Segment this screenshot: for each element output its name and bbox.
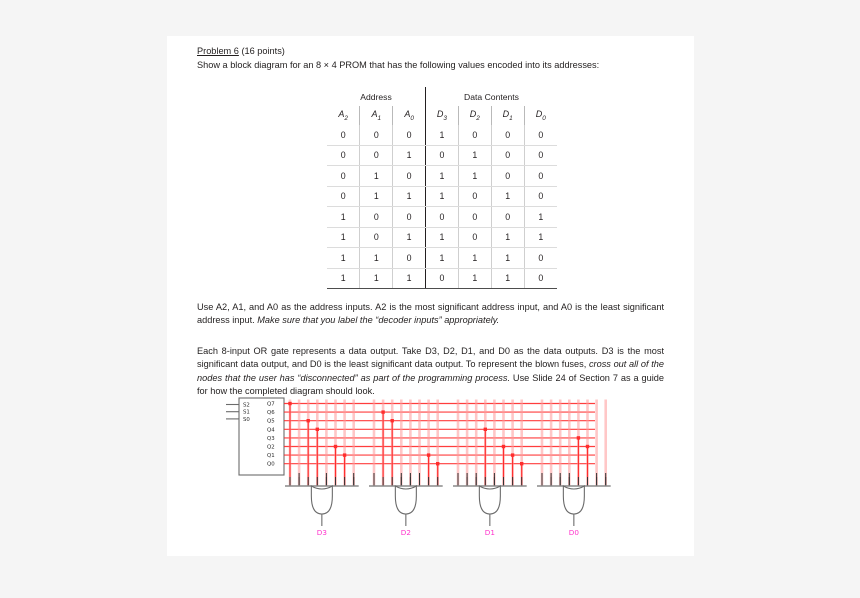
- gate-output-label-d2: D2: [400, 528, 411, 537]
- problem-points: (16 points): [241, 46, 285, 56]
- fuse-node-dot: [307, 419, 310, 422]
- problem-prompt: Show a block diagram for an 8 × 4 PROM that has the following values encoded into its addresses:: [197, 60, 600, 71]
- table-cell: 0: [393, 166, 426, 187]
- table-cell: 0: [360, 227, 393, 248]
- fuse-node-dot: [334, 445, 337, 448]
- paragraph-2-plain-b: Use Slide 24 of Section 7 as a guide for how the completed diagram should look.: [197, 372, 664, 397]
- table-cell: 1: [327, 207, 360, 228]
- table-cell: 0: [524, 166, 557, 187]
- table-cell: 1: [491, 268, 524, 289]
- problem-title: Problem 6: [197, 46, 239, 56]
- table-cell: 0: [524, 145, 557, 166]
- table-cell: 0: [524, 125, 557, 145]
- table-cell: 1: [360, 166, 393, 187]
- paragraph-2-plain-a: Each 8-input OR gate represents a data output. Take D3, D2, D1, and D0 as the data outputs. D3 is the most significant data output, and D0 is the least significant data output. To represent the blown fuses,: [197, 346, 664, 370]
- table-cell: 1: [360, 248, 393, 269]
- truth-table-body: [327, 125, 557, 289]
- col-head-a0: $A_0$: [393, 106, 426, 125]
- table-cell: 1: [491, 248, 524, 269]
- table-row: [327, 145, 557, 166]
- table-row: [327, 268, 557, 289]
- decoder-input-label-s2: S2: [243, 402, 250, 409]
- table-cell: 1: [360, 268, 393, 289]
- table-cell: 0: [524, 268, 557, 289]
- table-cell: 0: [458, 207, 491, 228]
- table-cell: 0: [393, 125, 426, 145]
- table-cell: 0: [393, 207, 426, 228]
- table-cell: 0: [458, 186, 491, 207]
- group-header-data: Data Contents: [464, 91, 519, 102]
- paragraph-address-inputs: [197, 301, 664, 328]
- table-cell: 1: [393, 227, 426, 248]
- table-cell: 0: [360, 145, 393, 166]
- or-gate-body: [395, 486, 416, 514]
- group-header-address: Address: [327, 87, 426, 106]
- table-cell: 1: [360, 186, 393, 207]
- decoder-output-label-q6: Q6: [267, 410, 275, 417]
- column-header-row: [327, 106, 557, 125]
- col-head-d1: $D_1$: [491, 106, 524, 125]
- table-cell: 0: [524, 248, 557, 269]
- document-page: [167, 36, 694, 556]
- gate-output-label-d3: D3: [316, 528, 327, 537]
- table-cell: 0: [360, 125, 393, 145]
- table-cell: 0: [524, 186, 557, 207]
- group-header-row: [327, 87, 557, 106]
- or-gate-body: [479, 486, 500, 514]
- fuse-node-dot: [484, 428, 487, 431]
- fuse-node-dot: [316, 428, 319, 431]
- table-cell: 1: [426, 125, 459, 145]
- document-body: [197, 45, 664, 72]
- or-gate-body: [311, 486, 332, 514]
- table-cell: 0: [327, 186, 360, 207]
- table-cell: 1: [393, 186, 426, 207]
- table-cell: 0: [491, 125, 524, 145]
- col-head-d3: $D_3$: [426, 106, 459, 125]
- table-cell: 0: [458, 125, 491, 145]
- table-cell: 1: [426, 227, 459, 248]
- table-cell: 1: [524, 227, 557, 248]
- col-head-a2: $A_2$: [327, 106, 360, 125]
- fuse-node-dot: [577, 436, 580, 439]
- table-cell: 0: [426, 207, 459, 228]
- table-row: [327, 186, 557, 207]
- table-cell: 1: [393, 145, 426, 166]
- table-cell: 1: [426, 166, 459, 187]
- fuse-node-dot: [511, 453, 514, 456]
- decoder-output-label-q4: Q4: [267, 427, 275, 434]
- table-cell: 0: [426, 145, 459, 166]
- prom-block-diagram: [222, 394, 662, 549]
- problem-heading: [197, 45, 664, 58]
- table-cell: 1: [491, 227, 524, 248]
- decoder-output-label-q7: Q7: [267, 401, 275, 408]
- fuse-node-dot: [288, 402, 291, 405]
- decoder-input-label-s0: S0: [243, 416, 250, 423]
- table-cell: 1: [458, 248, 491, 269]
- table-cell: 1: [426, 186, 459, 207]
- gate-output-label-d0: D0: [568, 528, 579, 537]
- table-cell: 0: [491, 207, 524, 228]
- fuse-node-dot: [502, 445, 505, 448]
- table-cell: 1: [327, 248, 360, 269]
- col-head-d0: $D_0$: [535, 109, 546, 122]
- fuse-node-dot: [436, 462, 439, 465]
- col-head-a1: $A_1$: [360, 106, 393, 125]
- gate-output-label-d1: D1: [484, 528, 495, 537]
- table-cell: 1: [458, 166, 491, 187]
- fuse-node-dot: [520, 462, 523, 465]
- table-cell: 0: [393, 248, 426, 269]
- truth-table: [327, 87, 557, 289]
- table-row: [327, 207, 557, 228]
- decoder-output-label-q2: Q2: [267, 444, 275, 451]
- paragraph-1-italic: Make sure that you label the “decoder inputs” appropriately.: [257, 315, 500, 326]
- paragraph-data-outputs: [197, 345, 664, 399]
- paragraph-1-plain: Use A2, A1, and A0 as the address inputs. A2 is the most significant address input, and A0 is the least significant address input.: [197, 302, 664, 326]
- truth-table-head: [327, 87, 557, 125]
- table-row: [327, 227, 557, 248]
- fuse-node-dot: [381, 410, 384, 413]
- table-cell: 1: [458, 145, 491, 166]
- table-cell: 0: [327, 125, 360, 145]
- table-cell: 0: [426, 268, 459, 289]
- explanation-block-1: [197, 301, 664, 328]
- or-gate-body: [563, 486, 584, 514]
- table-cell: 0: [360, 207, 393, 228]
- decoder-output-label-q5: Q5: [267, 418, 275, 425]
- table-cell: 1: [458, 268, 491, 289]
- diagram-svg: [222, 394, 662, 549]
- table-row: [327, 248, 557, 269]
- table-cell: 1: [327, 268, 360, 289]
- fuse-node-dot: [427, 453, 430, 456]
- table-cell: 0: [491, 145, 524, 166]
- fuse-node-dot: [586, 445, 589, 448]
- decoder-input-label-s1: S1: [243, 409, 250, 416]
- fuse-node-dot: [391, 419, 394, 422]
- table-cell: 0: [327, 166, 360, 187]
- col-head-d2: $D_2$: [458, 106, 491, 125]
- table-row: [327, 125, 557, 145]
- explanation-block-2: [197, 345, 664, 399]
- table-cell: 1: [426, 248, 459, 269]
- table-cell: 1: [393, 268, 426, 289]
- paragraph-2-italic: cross out all of the nodes that the user has “disconnected” as part of the programming process.: [197, 359, 664, 383]
- truth-table-container: [327, 87, 557, 289]
- table-cell: 1: [491, 186, 524, 207]
- table-cell: 1: [327, 227, 360, 248]
- table-cell: 0: [458, 227, 491, 248]
- table-cell: 0: [327, 145, 360, 166]
- table-cell: 1: [524, 207, 557, 228]
- decoder-output-label-q0: Q0: [267, 461, 275, 468]
- table-cell: 0: [491, 166, 524, 187]
- decoder-output-label-q1: Q1: [267, 453, 275, 460]
- fuse-node-dot: [343, 453, 346, 456]
- decoder-output-label-q3: Q3: [267, 435, 275, 442]
- table-row: [327, 166, 557, 187]
